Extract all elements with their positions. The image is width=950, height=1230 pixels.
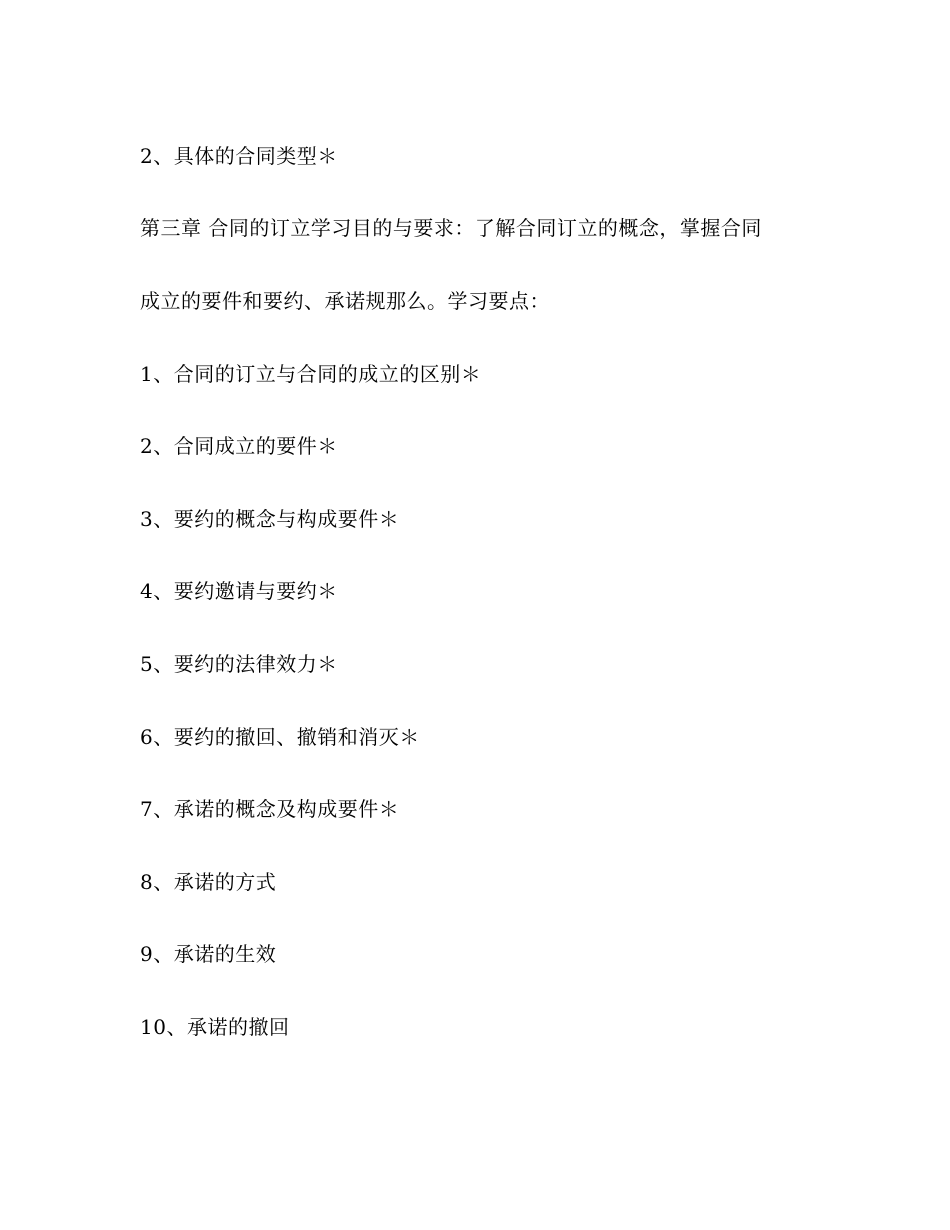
chapter-heading-line: 第三章 合同的订立学习目的与要求：了解合同订立的概念，掌握合同: [140, 216, 762, 240]
chapter-intro-continuation: 成立的要件和要约、承诺规那么。学习要点：: [140, 289, 550, 313]
list-item: 4、要约邀请与要约＊: [140, 579, 338, 603]
list-item: 6、要约的撤回、撤销和消灭＊: [140, 725, 420, 749]
list-item: 1、合同的订立与合同的成立的区别＊: [140, 362, 482, 386]
list-item: 9、承诺的生效: [140, 942, 277, 966]
list-item-specific-contract-types: 2、具体的合同类型＊: [140, 144, 338, 168]
list-item: 2、合同成立的要件＊: [140, 434, 338, 458]
list-item: 10、承诺的撤回: [140, 1015, 290, 1039]
list-item: 7、承诺的概念及构成要件＊: [140, 797, 400, 821]
list-item: 3、要约的概念与构成要件＊: [140, 507, 400, 531]
list-item: 5、要约的法律效力＊: [140, 652, 338, 676]
list-item: 8、承诺的方式: [140, 870, 277, 894]
